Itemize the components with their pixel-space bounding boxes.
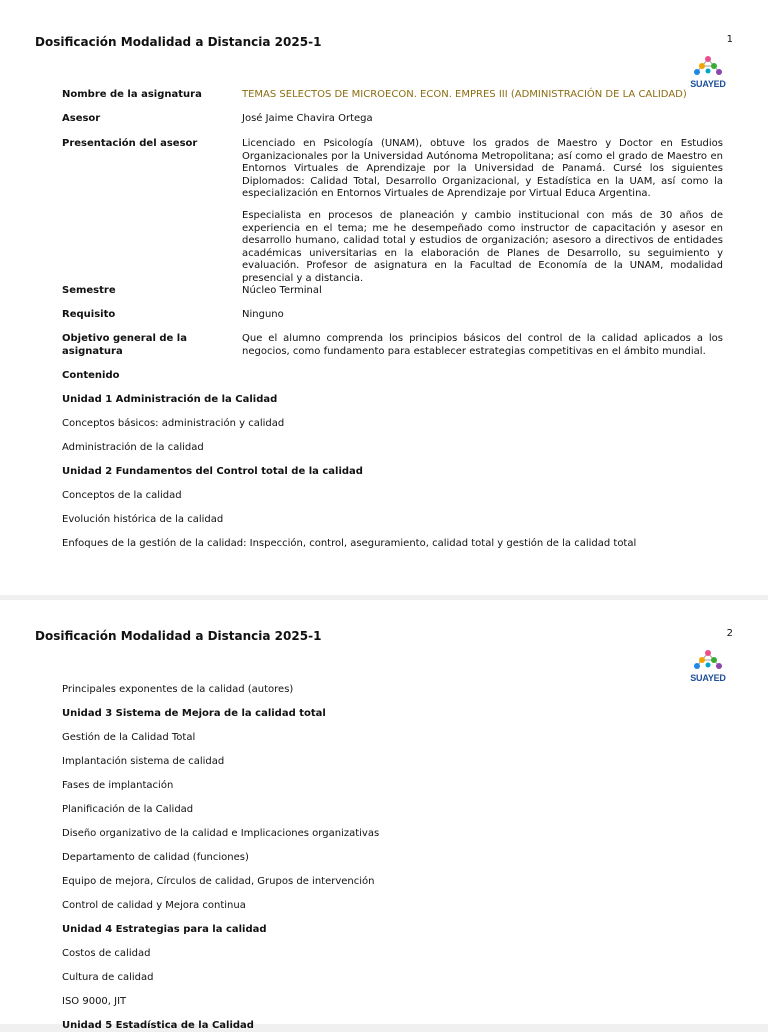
field-value: Núcleo Terminal: [242, 285, 322, 296]
topic-item: Evolución histórica de la calidad: [62, 514, 224, 525]
topic-item: Control de calidad y Mejora continua: [62, 900, 246, 911]
field-value: Que el alumno comprenda los principios básicos del control de la calidad aplicados a los negocios, como fundamento para establecer estrategias competitivas en el ámbito mundial.: [242, 333, 723, 357]
topic-item: Implantación sistema de calidad: [62, 756, 225, 767]
topic-item: ISO 9000, JIT: [62, 996, 127, 1007]
presentacion-paragraph: Licenciado en Psicología (UNAM), obtuve los grados de Maestro y Doctor en Estudios Organizacionales por la Universidad Autónoma Metropolitana; así como el grado de Maestro en Entornos Virtuales de Aprendizaje por la Universidad de Panamá. Cursé los siguientes Diplomados: Calidad Total, Desarrollo Organizacional, y Estadística en la UAM, así como la especialización en Entornos Virtuales de Aprendizaje por Virtual Educa Argentina.: [242, 138, 723, 200]
topic-item: Principales exponentes de la calidad (autores): [62, 684, 294, 695]
logo-molecule-icon: [690, 649, 726, 673]
field-label: Nombre de la asignatura: [62, 89, 202, 100]
topic-item: Departamento de calidad (funciones): [62, 852, 249, 863]
document-page-2: [0, 600, 768, 1031]
logo-text: SUAYED: [690, 673, 726, 683]
topic-item: Enfoques de la gestión de la calidad: Inspección, control, aseguramiento, calidad total y gestión de la calidad total: [62, 538, 637, 549]
topic-item: Cultura de calidad: [62, 972, 154, 983]
topic-item: Fases de implantación: [62, 780, 174, 791]
topic-item: Gestión de la Calidad Total: [62, 732, 196, 743]
topic-item: Conceptos básicos: administración y calidad: [62, 418, 285, 429]
field-value: Ninguno: [242, 309, 284, 320]
unit-heading: Unidad 1 Administración de la Calidad: [62, 394, 278, 405]
field-value: TEMAS SELECTOS DE MICROECON. ECON. EMPRES III (ADMINISTRACIÓN DE LA CALIDAD): [242, 89, 687, 100]
presentacion-paragraph: Especialista en procesos de planeación y cambio institucional con más de 30 años de experiencia en el tema; me he desempeñado como instructor de capacitación y asesor en desarrollo humano, calidad total y estudios de organización; asesoro a directivos de entidades académicas universitarias en la elaboración de Planes de Desarrollo, su seguimiento y evaluación. Profesor de asignatura en la Facultad de Economía de la UNAM, modalidad presencial y a distancia.: [242, 209, 723, 284]
topic-item: Administración de la calidad: [62, 442, 204, 453]
field-label: Presentación del asesor: [62, 138, 198, 149]
unit-heading: Unidad 5 Estadística de la Calidad: [62, 1020, 254, 1031]
unit-heading: Unidad 2 Fundamentos del Control total de la calidad: [62, 466, 363, 477]
page-number: 1: [726, 34, 733, 45]
suayed-logo: [690, 55, 726, 89]
field-label: Semestre: [62, 285, 116, 296]
unit-heading: Unidad 3 Sistema de Mejora de la calidad total: [62, 708, 326, 719]
topic-item: Equipo de mejora, Círculos de calidad, Grupos de intervención: [62, 876, 375, 887]
logo-text: SUAYED: [690, 79, 726, 89]
topic-item: Conceptos de la calidad: [62, 490, 182, 501]
topic-item: Planificación de la Calidad: [62, 804, 194, 815]
topic-item: Diseño organizativo de la calidad e Implicaciones organizativas: [62, 828, 380, 839]
field-value: [242, 138, 723, 295]
field-label: Requisito: [62, 309, 116, 320]
field-value: José Jaime Chavira Ortega: [242, 113, 373, 124]
field-label: Objetivo general de la asignatura: [62, 333, 187, 357]
page-header-title: Dosificación Modalidad a Distancia 2025-1: [35, 35, 322, 49]
logo-molecule-icon: [690, 55, 726, 79]
contenido-heading: Contenido: [62, 370, 120, 381]
field-label: Asesor: [62, 113, 101, 124]
page-number: 2: [726, 628, 733, 639]
page-header-title: Dosificación Modalidad a Distancia 2025-1: [35, 629, 322, 643]
suayed-logo: [690, 649, 726, 683]
topic-item: Costos de calidad: [62, 948, 151, 959]
unit-heading: Unidad 4 Estrategias para la calidad: [62, 924, 267, 935]
